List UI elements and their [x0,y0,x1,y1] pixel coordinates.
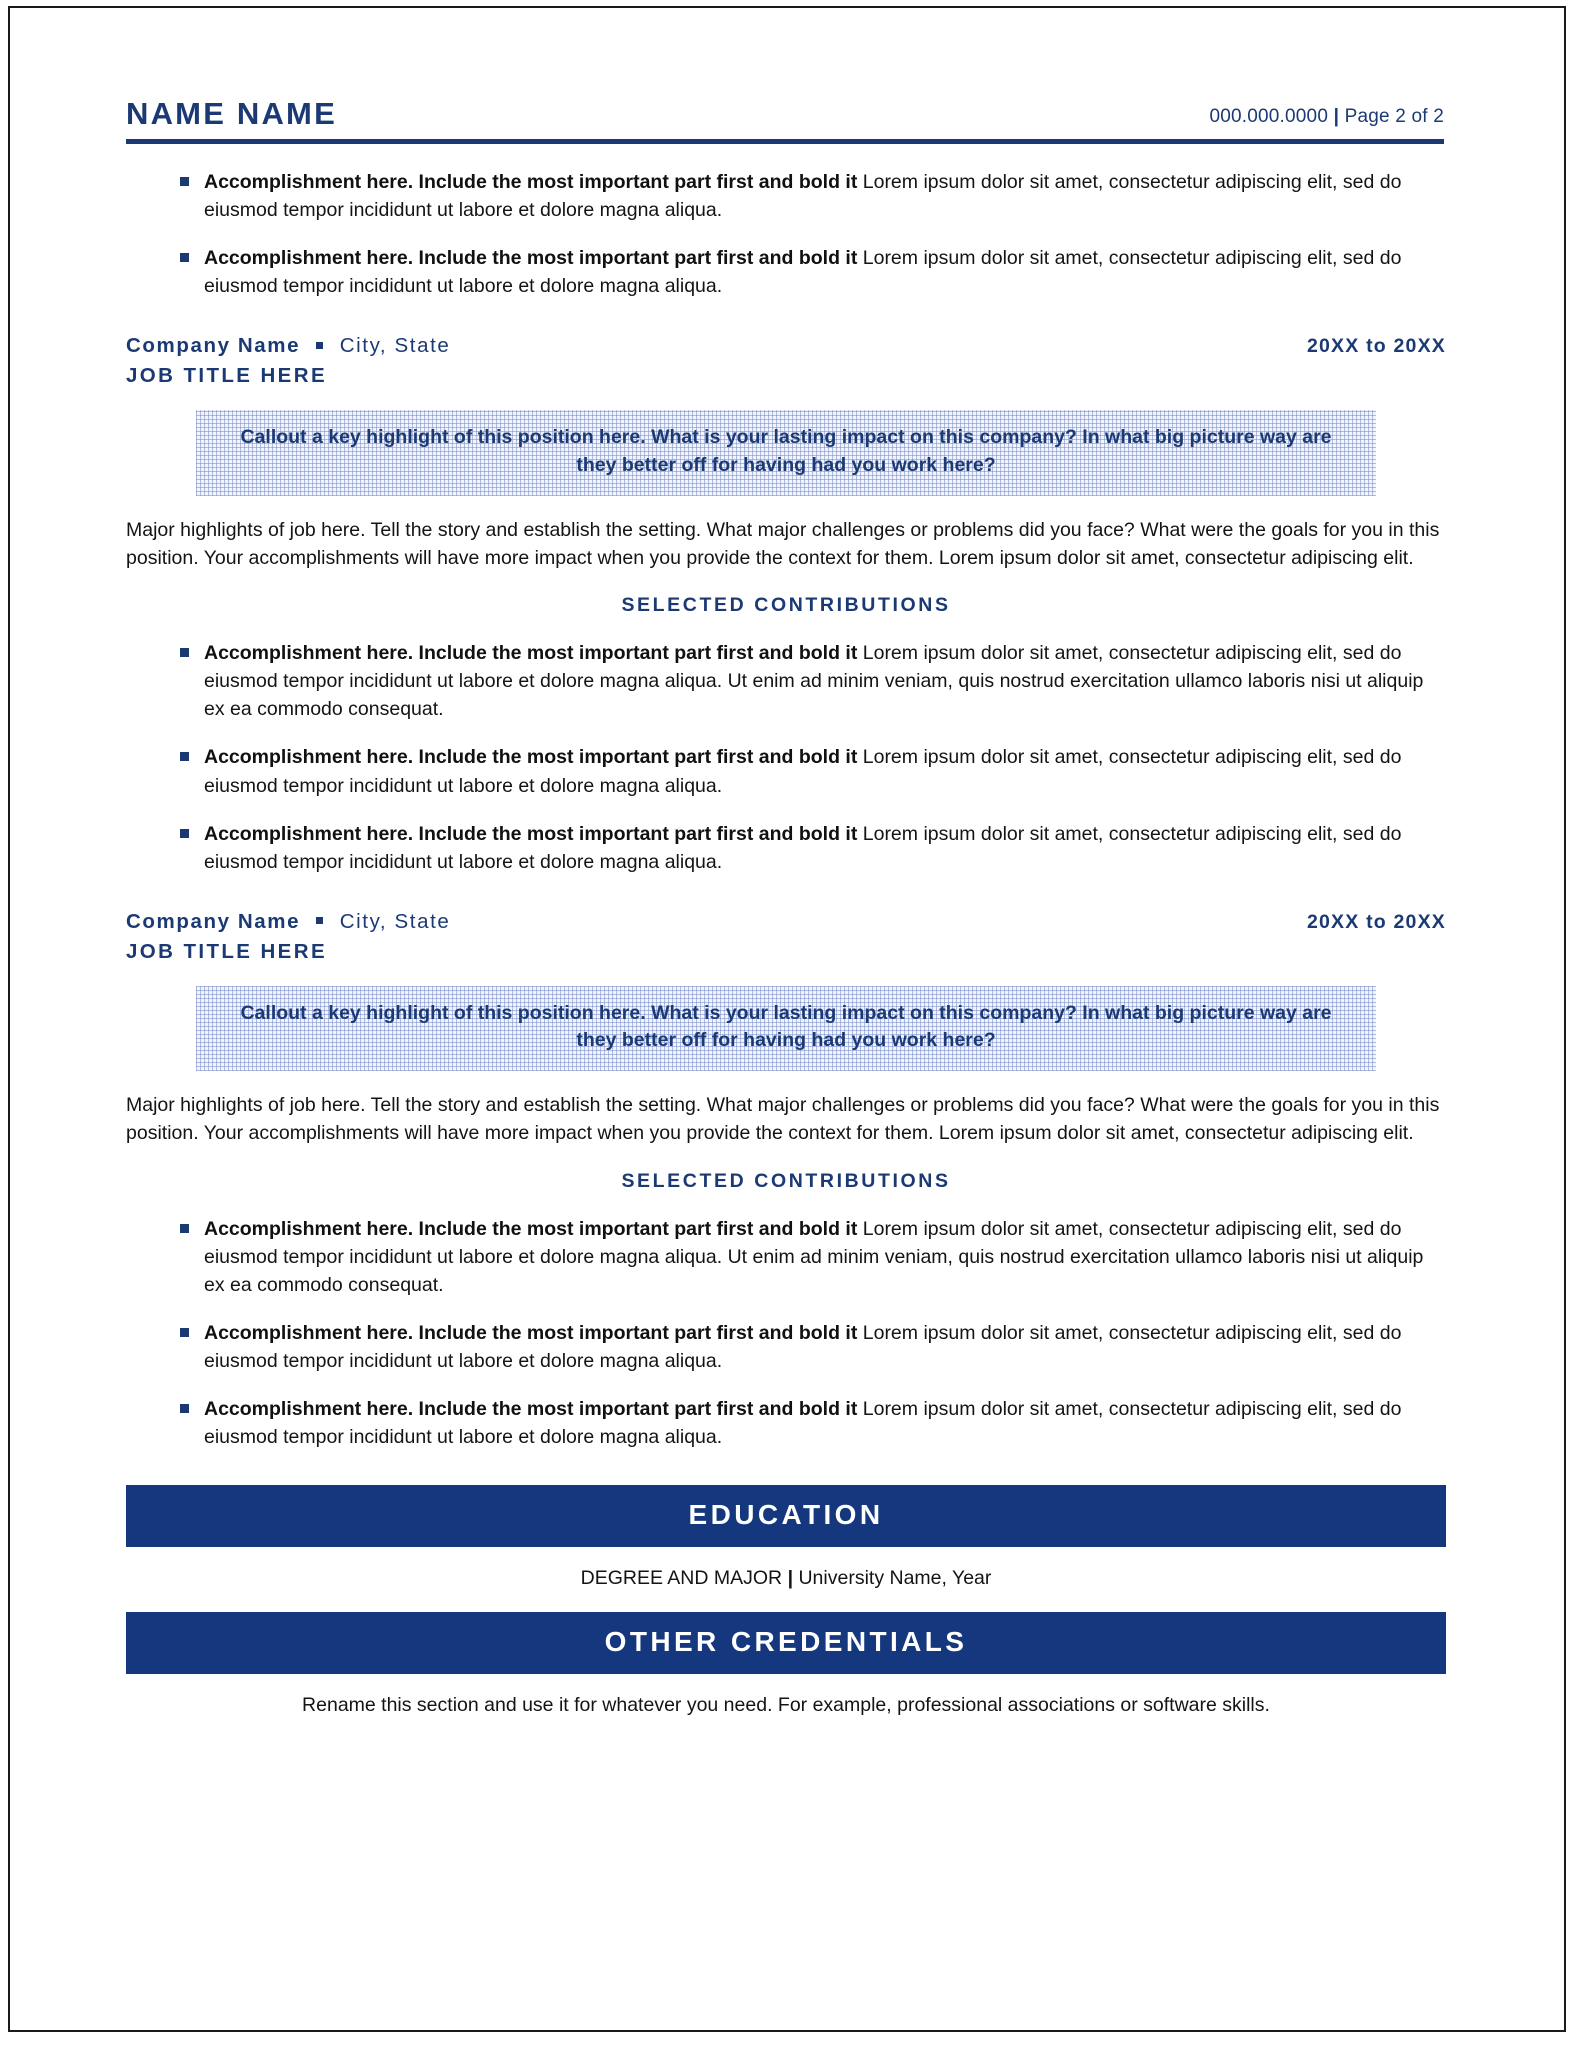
job-contribution-list [126,639,1446,876]
accomplishment-lead: Accomplishment here. Include the most important part first and bold it [204,247,858,270]
job-entry [126,910,1446,1451]
list-item [126,639,1446,723]
accomplishment-lead: Accomplishment here. Include the most important part first and bold it [204,642,858,665]
accomplishment-body: Lorem ipsum dolor sit amet, consectetur adipiscing elit, sed do eiusmod tempor incididunt ut labore et dolore magna aliqua. [204,1398,1402,1449]
square-bullet-icon [180,752,189,761]
square-bullet-icon [180,1404,189,1413]
square-separator-icon [316,917,323,924]
job-header [126,334,1446,358]
accomplishment-lead: Accomplishment here. Include the most important part first and bold it [204,1217,858,1240]
top-accomplishment-list [126,168,1446,300]
accomplishment-body: Lorem ipsum dolor sit amet, consectetur adipiscing elit, sed do eiusmod tempor incididunt ut labore et dolore magna aliqua. Ut enim ad minim veniam, quis nostrud exercitation ullamco laboris nisi ut aliquip ex ea commodo consequat. [204,642,1424,721]
job-dates: 20XX to 20XX [1306,335,1446,358]
job-callout-box: Callout a key highlight of this position here. What is your lasting impact on this company? In what big picture way are they better off for having had you work here? [196,410,1376,495]
list-item [126,244,1446,300]
education-degree: DEGREE AND MAJOR [580,1567,783,1590]
header-separator: | [1333,106,1340,127]
job-title: JOB TITLE HERE [126,939,328,963]
job-location: City, State [339,334,451,358]
list-item [126,1395,1446,1451]
accomplishment-body: Lorem ipsum dolor sit amet, consectetur adipiscing elit, sed do eiusmod tempor incididunt ut labore et dolore magna aliqua. [204,1321,1402,1372]
header-name: NAME NAME [126,96,337,131]
job-header [126,910,1446,934]
job-entry [126,334,1446,875]
job-location: City, State [339,909,451,933]
square-bullet-icon [180,253,189,262]
square-bullet-icon [180,829,189,838]
list-item [126,820,1446,876]
job-title: JOB TITLE HERE [126,364,328,388]
square-bullet-icon [180,177,189,186]
education-detail-line [126,1547,1446,1590]
education-school: University Name, Year [798,1567,992,1590]
job-callout-box: Callout a key highlight of this position here. What is your lasting impact on this company? In what big picture way are they better off for having had you work here? [196,986,1376,1071]
header-contact-meta [1209,106,1444,132]
accomplishment-body: Lorem ipsum dolor sit amet, consectetur adipiscing elit, sed do eiusmod tempor incididunt ut labore et dolore magna aliqua. Ut enim ad minim veniam, quis nostrud exercitation ullamco laboris nisi ut aliquip ex ea commodo consequat. [204,1217,1424,1296]
selected-contributions-heading: SELECTED CONTRIBUTIONS [621,594,951,617]
job-company-location [126,334,450,358]
square-bullet-icon [180,648,189,657]
selected-contributions-heading: SELECTED CONTRIBUTIONS [621,1169,951,1192]
accomplishment-body: Lorem ipsum dolor sit amet, consectetur adipiscing elit, sed do eiusmod tempor incididunt ut labore et dolore magna aliqua. [204,171,1402,222]
list-item [126,1319,1446,1375]
job-contribution-list [126,1215,1446,1452]
company-name: Company Name [126,334,301,358]
header-phone: 000.000.0000 [1209,106,1329,127]
accomplishment-lead: Accomplishment here. Include the most important part first and bold it [204,171,858,193]
header-divider-rule [126,139,1444,144]
list-item [126,743,1446,799]
education-banner: EDUCATION [126,1485,1446,1547]
resume-page [8,6,1566,2032]
square-separator-icon [316,342,323,349]
list-item [126,1215,1446,1299]
job-summary-paragraph: Major highlights of job here. Tell the story and establish the setting. What major challenges or problems did you face? What were the goals for you in this position. Your accomplishments will have more impact when you provide the context for them. Lorem ipsum dolor sit amet, consectetur adipiscing elit. [126,518,1440,569]
resume-body [126,168,1446,1717]
list-item [126,168,1446,224]
job-company-location [126,910,450,934]
accomplishment-lead: Accomplishment here. Include the most important part first and bold it [204,1398,858,1421]
square-bullet-icon [180,1328,189,1337]
header-page-number: Page 2 of 2 [1344,106,1444,127]
company-name: Company Name [126,909,301,933]
accomplishment-lead: Accomplishment here. Include the most important part first and bold it [204,1321,858,1344]
other-credentials-text: Rename this section and use it for whatever you need. For example, professional associations or software skills. [302,1694,1270,1717]
job-dates: 20XX to 20XX [1306,910,1446,933]
other-credentials-section [126,1612,1446,1717]
accomplishment-lead: Accomplishment here. Include the most important part first and bold it [204,746,858,769]
accomplishment-body: Lorem ipsum dolor sit amet, consectetur adipiscing elit, sed do eiusmod tempor incididunt ut labore et dolore magna aliqua. [204,746,1402,797]
accomplishment-lead: Accomplishment here. Include the most important part first and bold it [204,822,858,845]
other-credentials-banner: OTHER CREDENTIALS [126,1612,1446,1674]
accomplishment-body: Lorem ipsum dolor sit amet, consectetur adipiscing elit, sed do eiusmod tempor incididunt ut labore et dolore magna aliqua. [204,822,1402,873]
square-bullet-icon [180,1224,189,1233]
accomplishment-body: Lorem ipsum dolor sit amet, consectetur adipiscing elit, sed do eiusmod tempor incididunt ut labore et dolore magna aliqua. [204,247,1402,298]
education-separator: | [787,1567,794,1590]
job-summary-paragraph: Major highlights of job here. Tell the story and establish the setting. What major challenges or problems did you face? What were the goals for you in this position. Your accomplishments will have more impact when you provide the context for them. Lorem ipsum dolor sit amet, consectetur adipiscing elit. [126,1094,1440,1145]
page-header [126,96,1444,132]
education-section [126,1485,1446,1590]
